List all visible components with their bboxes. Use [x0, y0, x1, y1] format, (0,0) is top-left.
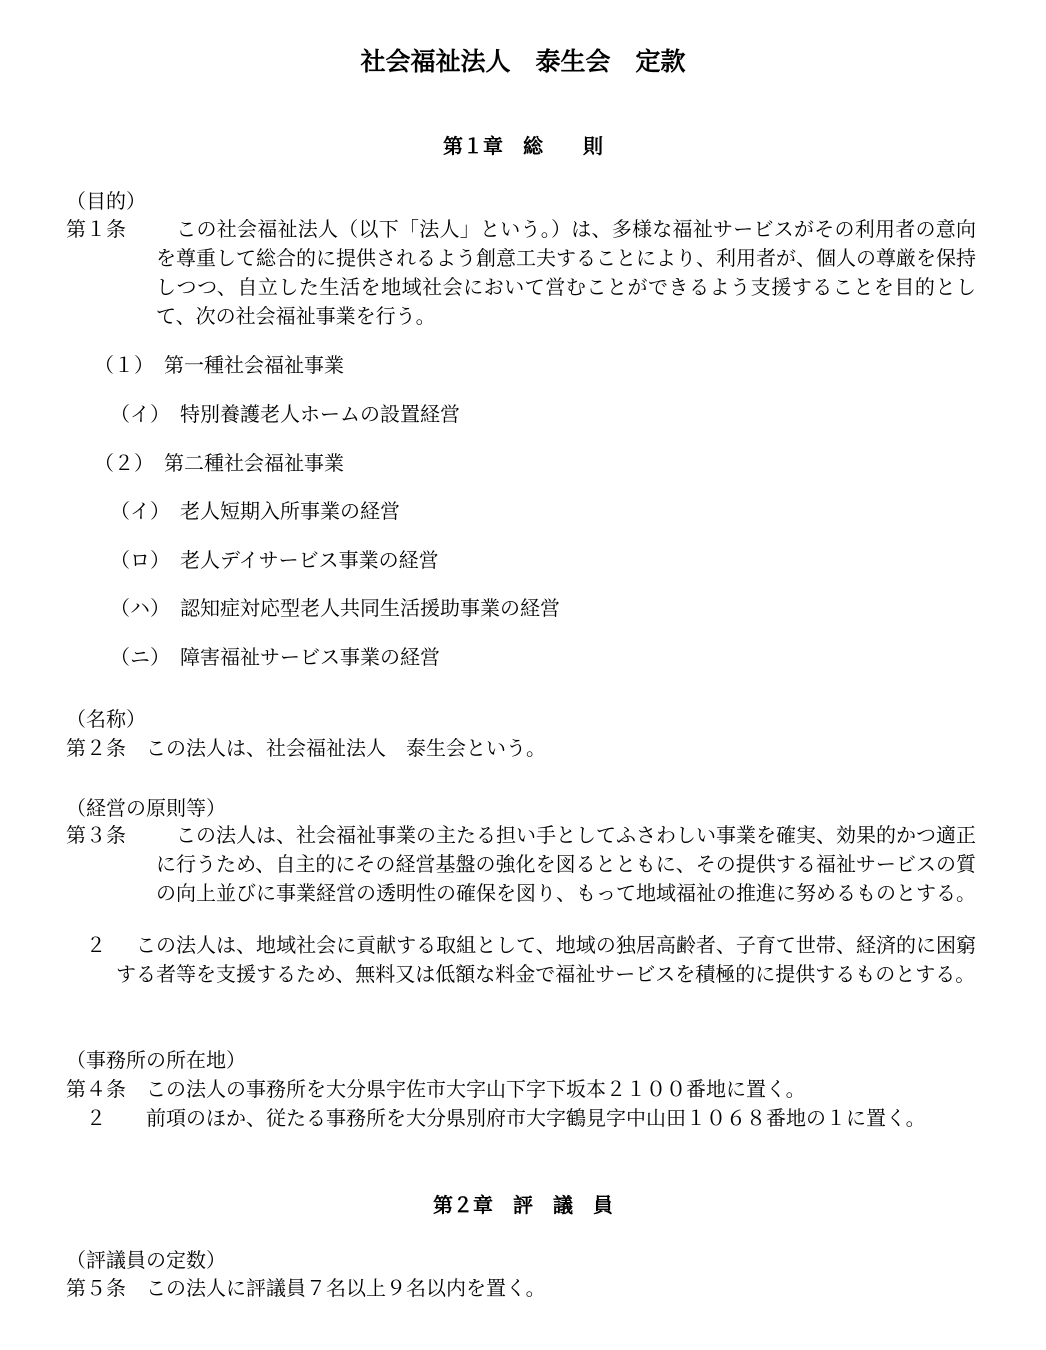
list-item: （ロ） 老人デイサービス事業の経営 [110, 548, 439, 572]
article-2-text: 第２条 この法人は、社会福祉法人 泰生会という。 [66, 736, 546, 760]
article-2-heading: （名称） [66, 707, 146, 731]
list-item: （イ） 老人短期入所事業の経営 [110, 499, 400, 523]
chapter-1-heading: 第１章 総 則 [443, 134, 603, 158]
document-title: 社会福祉法人 泰生会 定款 [360, 47, 686, 76]
article-5-heading: （評議員の定数） [66, 1248, 226, 1272]
list-item: （ニ） 障害福祉サービス事業の経営 [110, 645, 440, 669]
article-1-heading: （目的） [66, 189, 146, 213]
list-item: （１） 第一種社会福祉事業 [94, 353, 344, 377]
article-1-text: この社会福祉法人（以下「法人」という。）は、多様な福祉サービスがその利用者の意向を尊重して総合的に提供されるよう創意工夫することにより、利用者が、個人の尊厳を保持しつつ、自立した生活を地域社会において営むことができるよう支援することを目的として、次の社会福祉事業を行う。 [156, 217, 976, 328]
paragraph-number: ２ [86, 933, 106, 957]
list-item: （イ） 特別養護老人ホームの設置経営 [110, 402, 460, 426]
list-item: （ハ） 認知症対応型老人共同生活援助事業の経営 [110, 596, 560, 620]
article-3-heading: （経営の原則等） [66, 796, 226, 820]
paragraph-text: この法人は、地域社会に貢献する取組として、地域の独居高齢者、子育て世帯、経済的に困窮する者等を支援するため、無料又は低額な料金で福祉サービスを積極的に提供するものとする。 [116, 933, 976, 986]
article-3-number: 第３条 [66, 823, 126, 847]
article-4-heading: （事務所の所在地） [66, 1048, 246, 1072]
article-3-text: この法人は、社会福祉事業の主たる担い手としてふさわしい事業を確実、効果的かつ適正に行うため、自主的にその経営基盤の強化を図るとともに、その提供する福祉サービスの質の向上並びに事業経営の透明性の確保を図り、もって地域福祉の推進に努めるものとする。 [156, 823, 976, 905]
article-4-text: 第４条 この法人の事務所を大分県宇佐市大字山下字下坂本２１００番地に置く。 [66, 1077, 806, 1101]
article-5-text: 第５条 この法人に評議員７名以上９名以内を置く。 [66, 1276, 546, 1300]
article-3-paragraph-2 [86, 931, 986, 1019]
article-4-paragraph-2: ２ 前項のほか、従たる事務所を大分県別府市大字鶴見字中山田１０６８番地の１に置く。 [86, 1106, 926, 1130]
chapter-2-heading: 第２章 評 議 員 [433, 1193, 613, 1217]
article-1 [66, 215, 986, 331]
article-3 [66, 821, 986, 937]
list-item: （２） 第二種社会福祉事業 [94, 451, 344, 475]
article-1-number: 第１条 [66, 217, 126, 241]
